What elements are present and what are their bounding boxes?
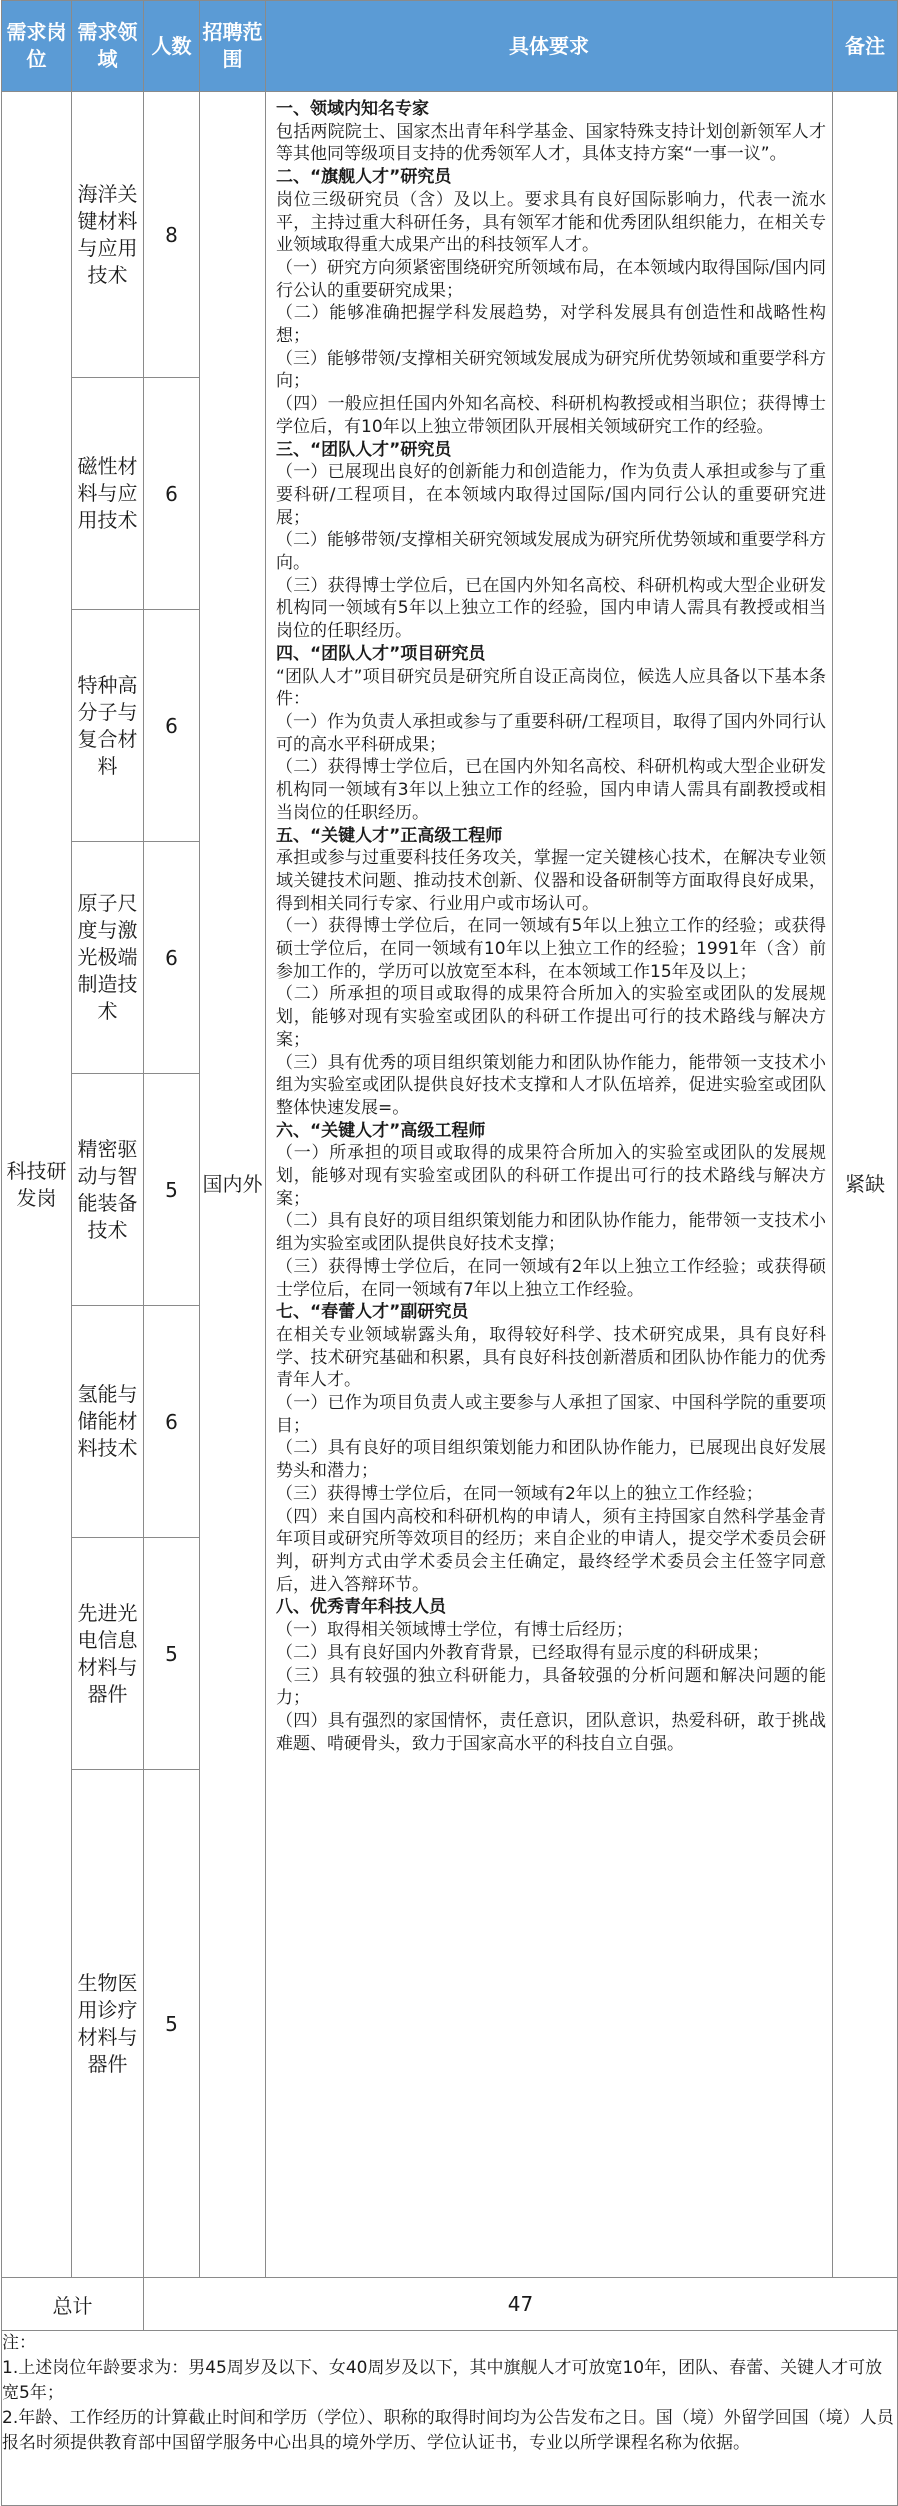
notes-row xyxy=(2,2331,898,2506)
requirement-paragraph: （四）具有强烈的家国情怀，责任意识，团队意识，热爱科研，敢于挑战难题、啃硬骨头，致力于国家高水平的科技自立自强。 xyxy=(276,1710,826,1754)
header-remark: 备注 xyxy=(833,1,898,92)
header-field: 需求领域 xyxy=(72,1,144,92)
requirement-paragraph: （三）能够带领/支撑相关研究领域发展成为研究所优势领域和重要学科方向； xyxy=(276,348,826,392)
field-cell: 先进光电信息材料与器件 xyxy=(72,1538,144,1770)
requirement-paragraph: （一）获得博士学位后，在同一领域有5年以上独立工作的经验；或获得硕士学位后，在同一领域有10年以上独立工作的经验；1991年（含）前参加工作的，学历可以放宽至本科，在本领域工作15年及以上； xyxy=(276,916,826,982)
note-item-1: 1.上述岗位年龄要求为：男45周岁及以下、女40周岁及以下，其中旗舰人才可放宽10年，团队、春蕾、关键人才可放宽5年； xyxy=(2,2358,883,2403)
remark-cell: 紧缺 xyxy=(833,92,898,2278)
requirement-paragraph: （二）具有良好的项目组织策划能力和团队协作能力，已展现出良好发展势头和潜力； xyxy=(276,1438,826,1482)
count-cell: 6 xyxy=(144,842,200,1074)
header-position: 需求岗位 xyxy=(2,1,72,92)
requirement-paragraph: （二）能够准确把握学科发展趋势，对学科发展具有创造性和战略性构想； xyxy=(276,303,826,347)
field-cell: 氢能与储能材料技术 xyxy=(72,1306,144,1538)
requirement-heading: 一、领域内知名专家 xyxy=(276,99,429,119)
field-cell: 原子尺度与激光极端制造技术 xyxy=(72,842,144,1074)
requirement-heading: 七、“春蕾人才”副研究员 xyxy=(276,1302,469,1323)
requirement-paragraph: （二）能够带领/支撑相关研究领域发展成为研究所优势领域和重要学科方向。 xyxy=(276,530,826,574)
requirement-paragraph: （一）已展现出良好的创新能力和创造能力，作为负责人承担或参与了重要科研/工程项目，在本领域内取得过国际/国内同行公认的重要研究进展； xyxy=(276,462,826,528)
header-count: 人数 xyxy=(144,1,200,92)
requirement-heading: 三、“团队人才”研究员 xyxy=(276,439,452,460)
requirement-heading: 四、“团队人才”项目研究员 xyxy=(276,643,486,664)
requirement-paragraph: 承担或参与过重要科技任务攻关，掌握一定关键核心技术，在解决专业领域关键技术问题、推动技术创新、仪器和设备研制等方面取得良好成果，得到相关同行专家、行业用户或市场认可。 xyxy=(276,848,826,914)
requirement-paragraph: （二）具有良好国内外教育背景，已经取得有显示度的科研成果； xyxy=(276,1642,769,1663)
requirement-heading: 六、“关键人才”高级工程师 xyxy=(276,1120,486,1141)
requirement-paragraph: （一）已作为项目负责人或主要参与人承担了国家、中国科学院的重要项目； xyxy=(276,1393,826,1436)
requirement-paragraph: （一）研究方向须紧密围绕研究所领域布局，在本领域内取得国际/国内同行公认的重要研究成果； xyxy=(276,257,826,301)
requirement-paragraph: 包括两院院士、国家杰出青年科学基金、国家特殊支持计划创新领军人才等其他同等级项目支持的优秀领军人才，具体支持方案“一事一议”。 xyxy=(276,121,826,165)
header-requirements: 具体要求 xyxy=(266,1,833,92)
requirement-heading: 八、优秀青年科技人员 xyxy=(276,1597,446,1618)
note-item-2: 2.年龄、工作经历的计算截止时间和学历（学位）、职称的取得时间均为公告发布之日。国（境）外留学回国（境）人员报名时须提供教育部中国留学服务中心出具的境外学历、学位认证书，专业以所学课程名称为依据。 xyxy=(2,2408,894,2453)
total-label: 总计 xyxy=(2,2278,144,2331)
count-cell: 6 xyxy=(144,378,200,610)
count-cell: 8 xyxy=(144,92,200,378)
header-scope: 招聘范围 xyxy=(200,1,266,92)
requirement-paragraph: “团队人才”项目研究员是研究所自设正高岗位，候选人应具备以下基本条件： xyxy=(276,666,826,710)
scope-cell: 国内外 xyxy=(200,92,266,2278)
requirement-paragraph: （二）所承担的项目或取得的成果符合所加入的实验室或团队的发展规划，能够对现有实验室或团队的科研工作提出可行的技术路线与解决方案； xyxy=(276,984,826,1050)
field-cell: 海洋关键材料与应用技术 xyxy=(72,92,144,378)
table-header-row xyxy=(2,1,898,92)
requirement-paragraph: （三）具有较强的独立科研能力，具备较强的分析问题和解决问题的能力； xyxy=(276,1665,826,1709)
total-value: 47 xyxy=(144,2278,898,2331)
requirement-heading: 二、“旗舰人才”研究员 xyxy=(276,167,452,188)
requirement-paragraph: （二）获得博士学位后，已在国内外知名高校、科研机构或大型企业研发机构同一领域有3年以上独立工作的经验，国内申请人需具有副教授或相当岗位的任职经历。 xyxy=(276,757,826,823)
requirement-paragraph: （三）获得博士学位后，已在国内外知名高校、科研机构或大型企业研发机构同一领域有5年以上独立工作的经验，国内申请人需具有教授或相当岗位的任职经历。 xyxy=(276,575,826,642)
requirement-paragraph: （四）一般应担任国内外知名高校、科研机构教授或相当职位；获得博士学位后，有10年以上独立带领团队开展相关领域研究工作的经验。 xyxy=(276,394,826,437)
requirements-text xyxy=(266,92,832,2266)
field-cell: 磁性材料与应用技术 xyxy=(72,378,144,610)
field-cell: 生物医用诊疗材料与器件 xyxy=(72,1770,144,2278)
field-cell: 精密驱动与智能装备技术 xyxy=(72,1074,144,1306)
requirement-paragraph: （三）具有优秀的项目组织策划能力和团队协作能力，能带领一支技术小组为实验室或团队提供良好技术支撑和人才队伍培养，促进实验室或团队整体快速发展=。 xyxy=(276,1052,826,1118)
table-row xyxy=(2,92,898,378)
requirement-paragraph: （一）取得相关领域博士学位，有博士后经历； xyxy=(276,1620,633,1641)
notes-title: 注： xyxy=(2,2333,36,2353)
field-cell: 特种高分子与复合材料 xyxy=(72,610,144,842)
requirement-paragraph: 在相关专业领域崭露头角，取得较好科学、技术研究成果，具有良好科学、技术研究基础和积累，具有良好科技创新潜质和团队协作能力的优秀青年人才。 xyxy=(276,1324,826,1391)
requirement-paragraph: （三）获得博士学位后，在同一领域有2年以上的独立工作经验； xyxy=(276,1483,763,1504)
requirement-paragraph: （一）作为负责人承担或参与了重要科研/工程项目，取得了国内外同行认可的高水平科研成果； xyxy=(276,711,826,755)
requirement-heading: 五、“关键人才”正高级工程师 xyxy=(276,825,503,846)
recruitment-table xyxy=(1,0,898,2506)
count-cell: 5 xyxy=(144,1538,200,1770)
requirement-paragraph: （二）具有良好的项目组织策划能力和团队协作能力，能带领一支技术小组为实验室或团队提供良好技术支撑； xyxy=(276,1211,826,1255)
count-cell: 6 xyxy=(144,1306,200,1538)
count-cell: 5 xyxy=(144,1770,200,2278)
count-cell: 6 xyxy=(144,610,200,842)
requirements-cell xyxy=(266,92,833,2278)
count-cell: 5 xyxy=(144,1074,200,1306)
requirement-paragraph: （三）获得博士学位后，在同一领域有2年以上独立工作经验；或获得硕士学位后，在同一领域有7年以上独立工作经验。 xyxy=(276,1256,826,1300)
requirement-paragraph: （四）来自国内高校和科研机构的申请人，须有主持国家自然科学基金青年项目或研究所等效项目的经历；来自企业的申请人，提交学术委员会研判，研判方式由学术委员会主任确定，最终经学术委员会主任签字同意后，进入答辩环节。 xyxy=(276,1506,826,1595)
requirement-paragraph: 岗位三级研究员（含）及以上。要求具有良好国际影响力，代表一流水平，主持过重大科研任务，具有领军才能和优秀团队组织能力，在相关专业领域取得重大成果产出的科技领军人才。 xyxy=(276,189,826,256)
position-cell: 科技研发岗 xyxy=(2,92,72,2278)
notes-cell xyxy=(2,2331,898,2506)
total-row xyxy=(2,2278,898,2331)
requirement-paragraph: （一）所承担的项目或取得的成果符合所加入的实验室或团队的发展规划，能够对现有实验室或团队的科研工作提出可行的技术路线与解决方案； xyxy=(276,1143,826,1209)
